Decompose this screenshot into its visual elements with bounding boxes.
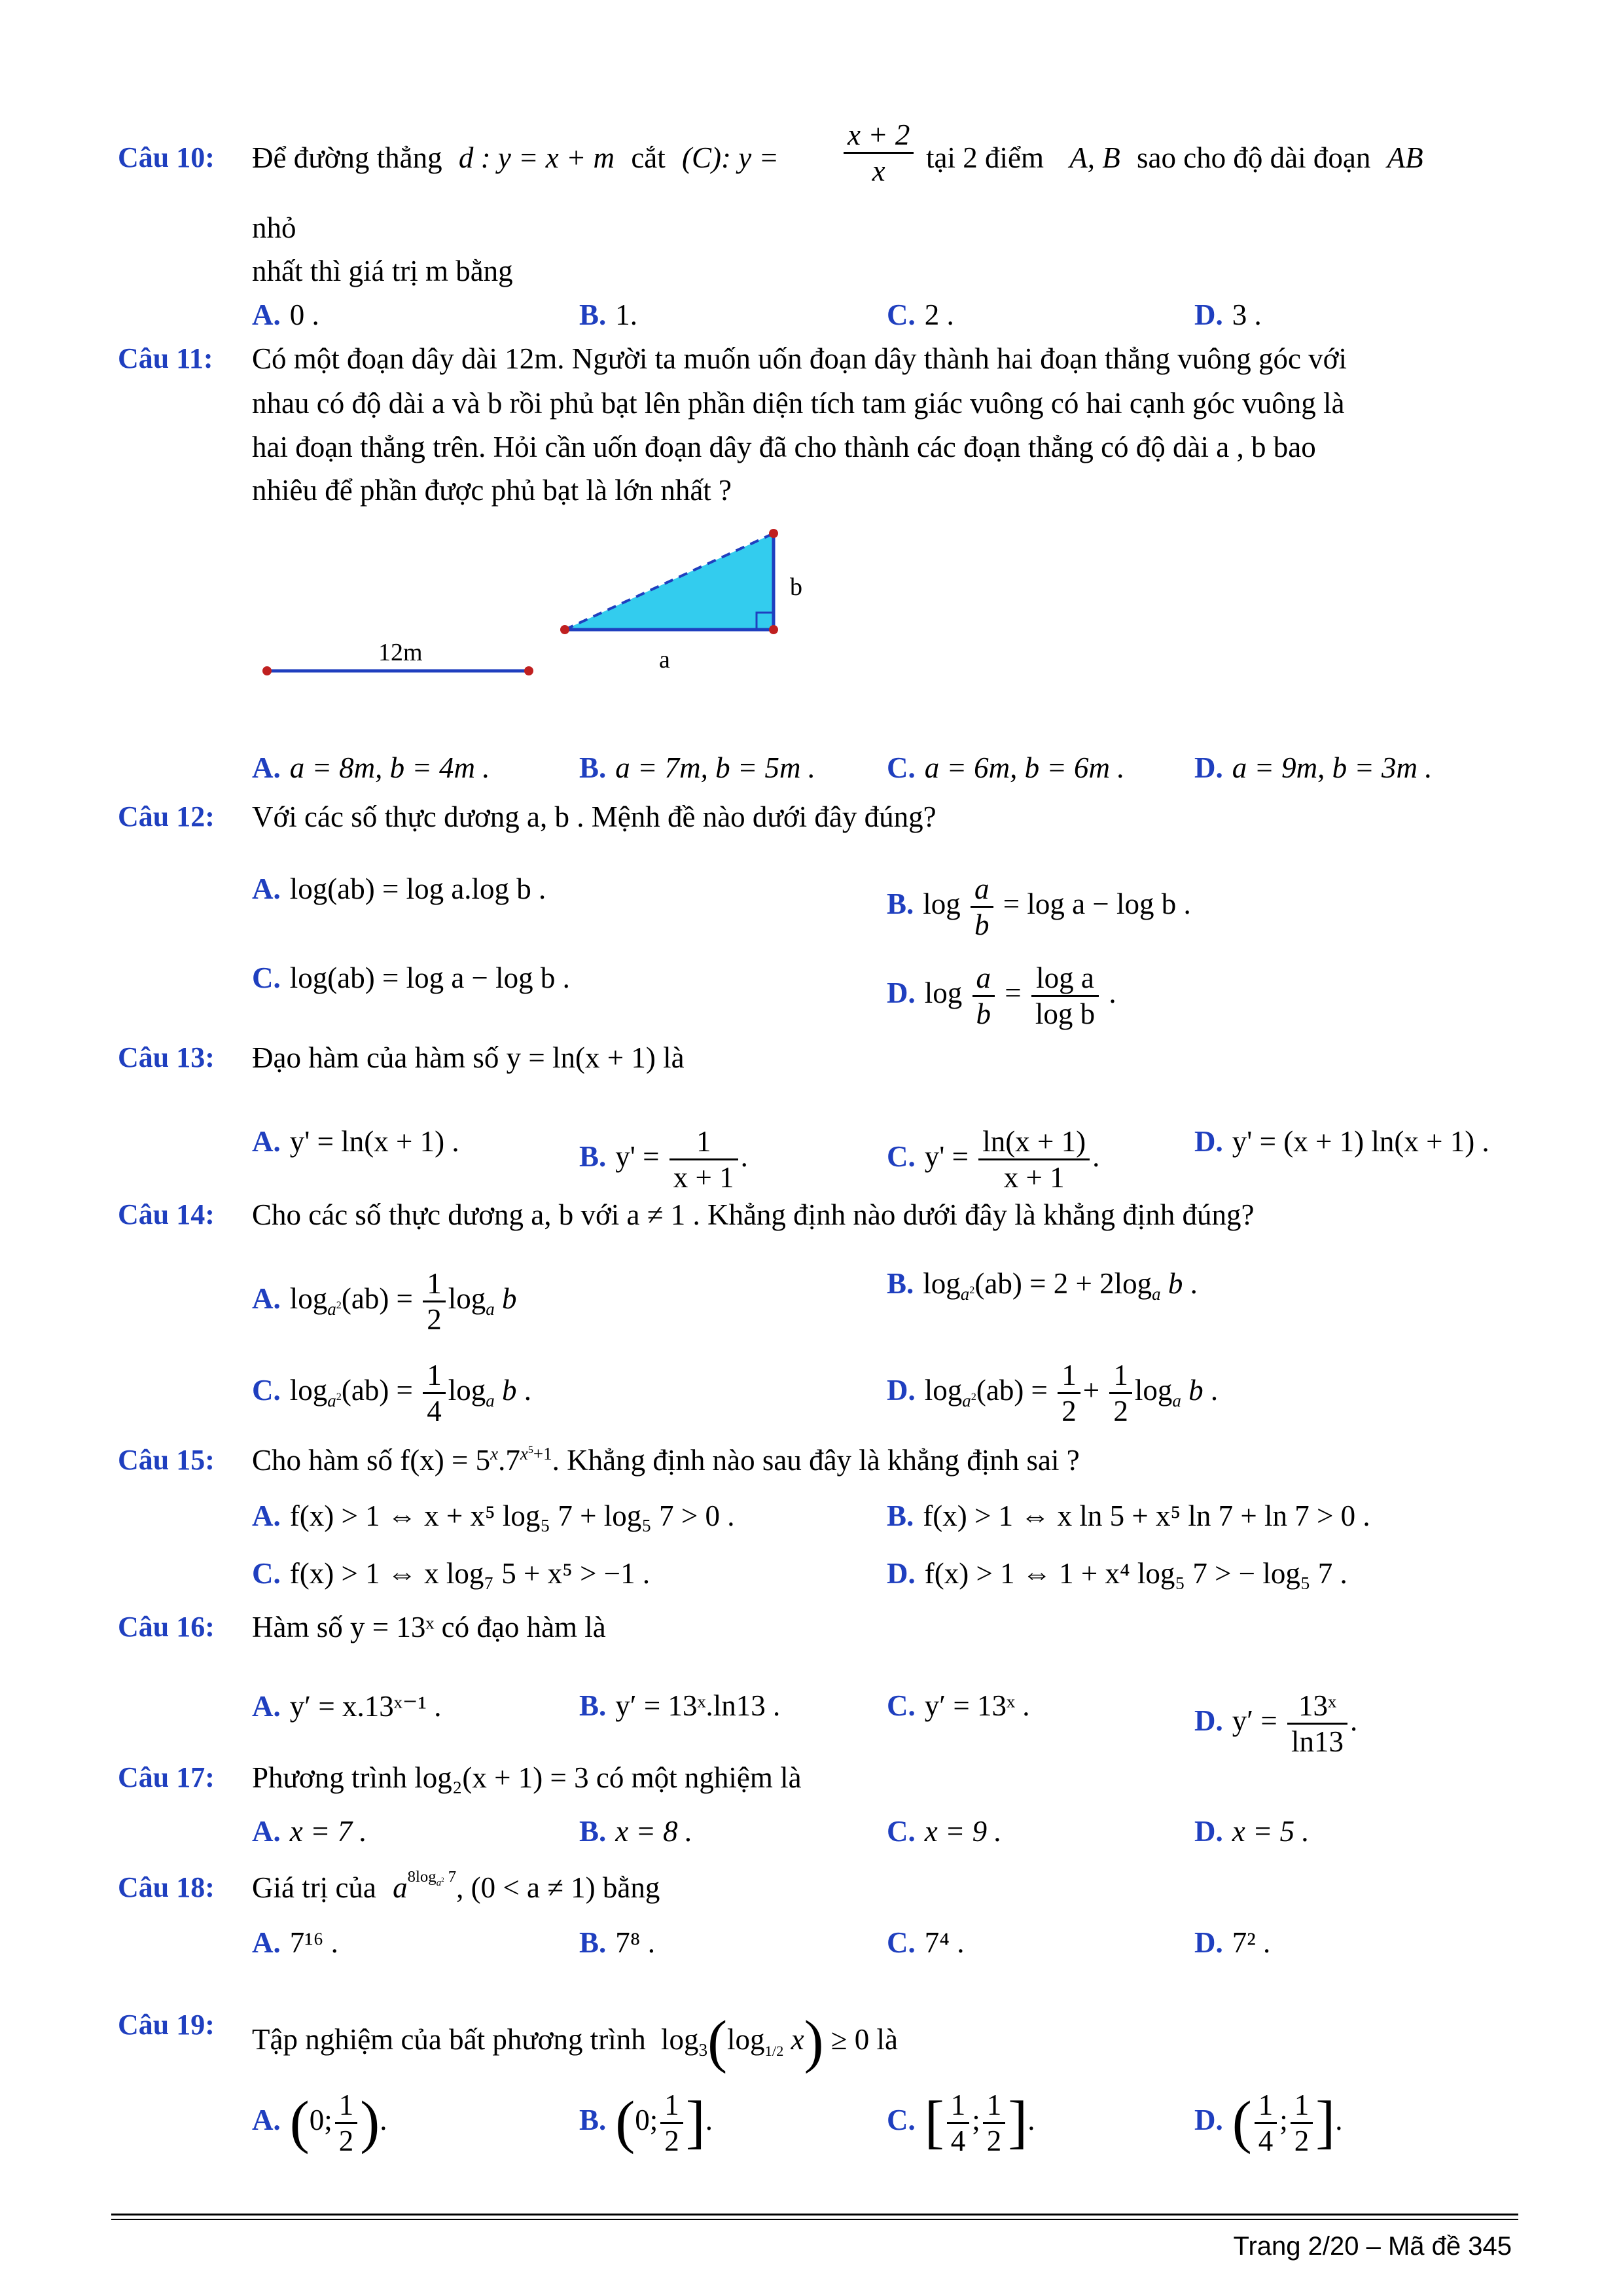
- question-11-option-a[interactable]: A. a = 8m, b = 4m .: [252, 751, 490, 784]
- footer-rule-top: [111, 2214, 1518, 2215]
- question-19-option-c[interactable]: C. [ $\frac{1}{4}$ ; $\frac{1}{2}$ ].: [887, 2089, 1035, 2157]
- question-18-option-a[interactable]: A. 7¹⁶ .: [252, 1926, 338, 1959]
- question-10-text-end: tại 2 điểm A, B sao cho độ dài đoạn AB: [926, 141, 1423, 174]
- side-a-label: a: [659, 646, 670, 673]
- question-19-option-b[interactable]: B. (0; $\frac{1}{2}$ ].: [579, 2089, 713, 2157]
- question-11-option-d[interactable]: D. a = 9m, b = 3m .: [1194, 751, 1433, 784]
- question-10-option-c[interactable]: C. 2 .: [887, 298, 954, 331]
- question-11-option-b[interactable]: B. a = 7m, b = 5m .: [579, 751, 815, 784]
- question-13-text: Đạo hàm của hàm số y = ln(x + 1) là: [252, 1041, 685, 1074]
- question-14-option-a[interactable]: A. $\log_{a^2}(ab)$ = $\frac{1}{2}$ $\log_a b$: [252, 1267, 517, 1336]
- question-10-option-d[interactable]: D. 3 .: [1194, 298, 1262, 331]
- question-13-option-d[interactable]: D. y' = (x + 1) ln(x + 1) .: [1194, 1125, 1489, 1158]
- question-19-label: Câu 19:: [118, 2009, 215, 2041]
- question-13-option-a[interactable]: A. y' = ln(x + 1) .: [252, 1125, 459, 1158]
- question-17-label: Câu 17:: [118, 1761, 215, 1793]
- question-17-option-a[interactable]: A. x = 7 .: [252, 1815, 367, 1848]
- question-14-option-c[interactable]: C. $\log_{a^2}(ab)$ = $\frac{1}{4}$ $\log_a b$ .: [252, 1359, 531, 1427]
- question-15-option-c[interactable]: C. f(x) > 1 ⇔ x log₇ 5 + x⁵ > −1 .: [252, 1557, 651, 1590]
- question-16-option-d[interactable]: D. y′ = $\frac{\text{13ˣ}}{\ln 13}$ .: [1194, 1689, 1358, 1758]
- question-16-option-b[interactable]: B. y′ = 13ˣ.ln13 .: [579, 1689, 781, 1722]
- question-11-figure: [249, 517, 903, 700]
- question-12-label: Câu 12:: [118, 800, 215, 833]
- question-18-label: Câu 18:: [118, 1871, 215, 1903]
- question-11-line4: nhiêu để phần được phủ bạt là lớn nhất ?: [252, 474, 732, 507]
- question-13-option-c[interactable]: C. y' = $\frac{\ln(x + 1)}{x + 1}$ .: [887, 1125, 1100, 1194]
- question-14-option-b[interactable]: B. $\log_{a^2}(ab) = 2 + 2\log_a$ b .: [887, 1267, 1198, 1304]
- page-footer: Trang 2/20 – Mã đề 345: [1233, 2232, 1512, 2261]
- question-12-option-a[interactable]: A. log(ab) = log a.log b .: [252, 872, 546, 905]
- wire-endpoint-right: [524, 666, 533, 675]
- question-19-option-a[interactable]: A. (0; $\frac{1}{2}$ ).: [252, 2089, 387, 2157]
- question-13-option-b[interactable]: B. y' = $\frac{1}{x + 1}$ .: [579, 1125, 748, 1194]
- question-16-label: Câu 16:: [118, 1611, 215, 1643]
- question-15-option-b[interactable]: B. f(x) > 1 ⇔ x ln 5 + x⁵ ln 7 + ln 7 > 0 .: [887, 1499, 1370, 1532]
- question-17-option-c[interactable]: C. x = 9 .: [887, 1815, 1002, 1848]
- question-10-fraction: $\frac{x + 2}{x}$: [844, 118, 914, 188]
- question-18-option-c[interactable]: C. 7⁴ .: [887, 1926, 965, 1959]
- question-18-option-d[interactable]: D. 7² .: [1194, 1926, 1271, 1959]
- question-18-text: Giá trị của $a^{8log_{a^2} 7}$, (0 < a ≠ 1) bằng: [252, 1868, 660, 1904]
- question-13-label: Câu 13:: [118, 1041, 215, 1073]
- question-15-text: Cho hàm số $f(x) = 5^x.7^{x^5+1}$. Khẳng định nào sau đây là khẳng định sai ?: [252, 1444, 1080, 1477]
- wire-label: 12m: [378, 639, 423, 666]
- question-10-option-a[interactable]: A. 0 .: [252, 298, 319, 331]
- question-12-option-d[interactable]: D. log $\frac{a}{b}$ = $\frac{\text{log a}}{\text{log b}}$ .: [887, 961, 1116, 1030]
- question-11-line1: Có một đoạn dây dài 12m. Người ta muốn uốn đoạn dây thành hai đoạn thẳng vuông góc với: [252, 342, 1347, 375]
- question-10-text: Để đường thẳng d : y = x + m cắt (C): y =: [252, 141, 779, 174]
- question-18-option-b[interactable]: B. 7⁸ .: [579, 1926, 655, 1959]
- question-11-line3: hai đoạn thẳng trên. Hỏi cần uốn đoạn dây đã cho thành các đoạn thẳng có độ dài a , b bao: [252, 431, 1316, 463]
- question-15-label: Câu 15:: [118, 1444, 215, 1476]
- question-16-text: Hàm số y = 13ˣ có đạo hàm là: [252, 1611, 606, 1643]
- question-19-text: Tập nghiệm của bất phương trình $\log_3(\log_{1/2}$ x) ≥ 0 là: [252, 2009, 898, 2074]
- question-10-line2: nhỏ: [252, 211, 296, 244]
- question-12-text: Với các số thực dương a, b . Mệnh đề nào dưới đây đúng?: [252, 800, 936, 833]
- triangle-vertex-top: [769, 529, 778, 538]
- question-11-option-c[interactable]: C. a = 6m, b = 6m .: [887, 751, 1125, 784]
- wire-endpoint-left: [262, 666, 272, 675]
- question-14-text: Cho các số thực dương a, b với a ≠ 1 . Khẳng định nào dưới đây là khẳng định đúng?: [252, 1198, 1255, 1231]
- triangle-vertex-right: [769, 625, 778, 634]
- footer-rule-bottom: [111, 2219, 1518, 2220]
- question-11-label: Câu 11:: [118, 342, 213, 374]
- question-12-option-c[interactable]: C. log(ab) = log a − log b .: [252, 961, 570, 994]
- question-12-option-b[interactable]: B. log $\frac{a}{b}$ = log a − log b .: [887, 872, 1191, 941]
- question-10-line3: nhất thì giá trị m bằng: [252, 255, 513, 287]
- question-17-option-b[interactable]: B. x = 8 .: [579, 1815, 693, 1848]
- question-17-option-d[interactable]: D. x = 5 .: [1194, 1815, 1310, 1848]
- triangle-vertex-left: [560, 625, 569, 634]
- side-b-label: b: [790, 573, 802, 601]
- question-19-option-d[interactable]: D. ( $\frac{1}{4}$ ; $\frac{1}{2}$ ].: [1194, 2089, 1343, 2157]
- question-14-label: Câu 14:: [118, 1198, 215, 1230]
- question-16-option-c[interactable]: C. y′ = 13ˣ .: [887, 1689, 1030, 1722]
- question-10-label: Câu 10:: [118, 141, 215, 173]
- question-11-line2: nhau có độ dài a và b rồi phủ bạt lên phần diện tích tam giác vuông có hai cạnh góc vuông là: [252, 387, 1345, 420]
- question-14-option-d[interactable]: D. $\log_{a^2}(ab)$ = $\frac{1}{2}$ + $\frac{1}{2}$ $\log_a b$ .: [887, 1359, 1219, 1427]
- question-17-text: Phương trình log₂(x + 1) = 3 có một nghiệm là: [252, 1761, 802, 1794]
- question-15-option-a[interactable]: A. f(x) > 1 ⇔ x + x⁵ log₅ 7 + log₅ 7 > 0 .: [252, 1499, 735, 1532]
- question-15-option-d[interactable]: D. f(x) > 1 ⇔ 1 + x⁴ log₅ 7 > − log₅ 7 .: [887, 1557, 1347, 1590]
- question-10-option-b[interactable]: B. 1.: [579, 298, 638, 331]
- question-16-option-a[interactable]: A. y′ = x.13ˣ⁻¹ .: [252, 1690, 442, 1723]
